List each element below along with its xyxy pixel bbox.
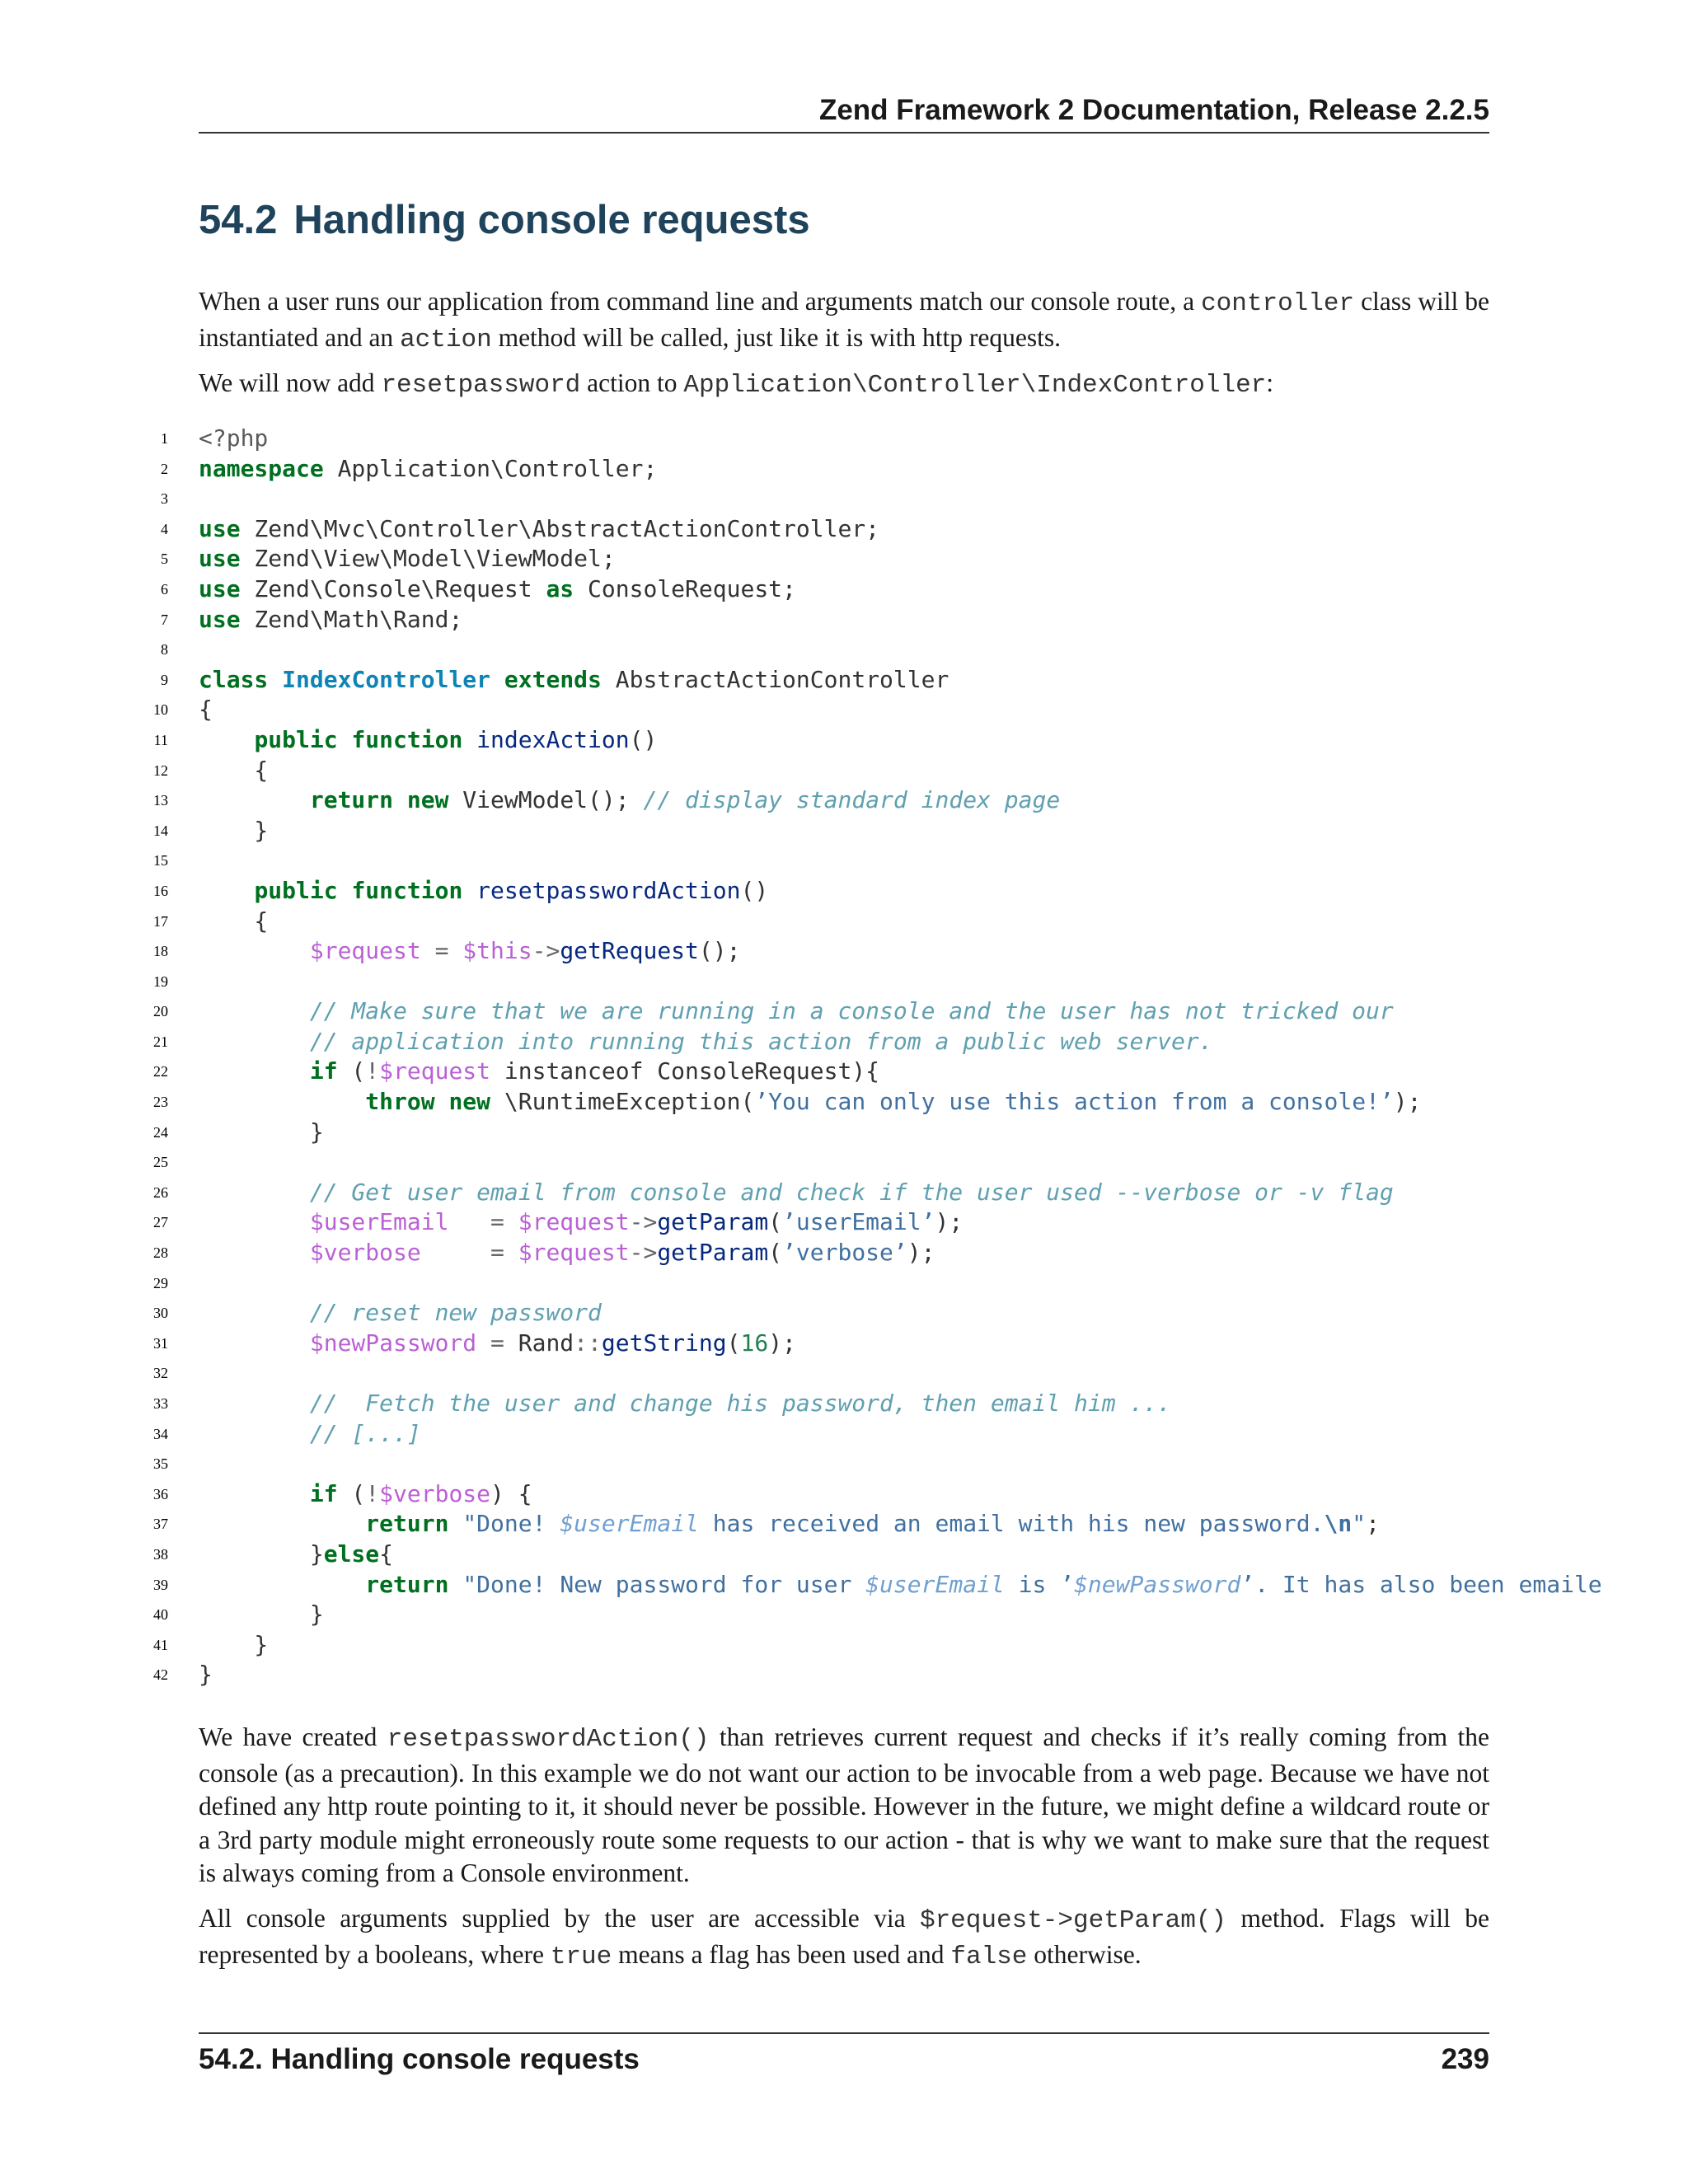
code-line (148, 1298, 1688, 1329)
comment: // Fetch the user and change his password, then email him ... (309, 1390, 1172, 1417)
footer-section: 54.2. Handling console requests (199, 2043, 640, 2075)
code-text: ( (726, 1329, 741, 1357)
keyword: public (254, 876, 338, 904)
text: class will be instantiated and an (199, 287, 1489, 352)
code-line (148, 1118, 1688, 1148)
code-line (148, 1147, 1688, 1178)
keyword: new (448, 1088, 491, 1116)
line-number: 5 (161, 551, 168, 568)
keyword: new (406, 786, 449, 814)
keyword: extends (504, 665, 602, 693)
string: is ’ (1004, 1570, 1075, 1598)
function-name: getRequest (560, 937, 699, 965)
code-line (148, 544, 1688, 574)
code-text: { (199, 696, 213, 724)
code-text (199, 1028, 310, 1055)
line-number: 22 (153, 1063, 168, 1080)
string: ’userEmail’ (782, 1208, 935, 1236)
comment: // Get user email from console and check if the user used --verbose or -v flag (309, 1178, 1394, 1206)
code-text: ConsoleRequest; (574, 574, 796, 602)
section-number: 54.2 (199, 198, 278, 242)
operator: -> (629, 1208, 658, 1236)
variable: $request (518, 1239, 630, 1267)
code-line (148, 996, 1688, 1027)
line-number: 23 (153, 1094, 168, 1111)
function-name: indexAction (476, 725, 630, 753)
line-number: 13 (153, 792, 168, 809)
text: All console arguments supplied by the user are accessible via (199, 1904, 920, 1933)
interpolated-variable: $userEmail (560, 1510, 699, 1538)
inline-code: action (400, 325, 492, 354)
code-text: Application\Controller; (323, 454, 658, 482)
line-number: 27 (153, 1214, 168, 1231)
code-line (148, 635, 1688, 665)
operator: = (490, 1208, 504, 1236)
code-text (504, 1239, 518, 1266)
text: method. Flags will be represented by a booleans, where (199, 1904, 1489, 1969)
code-text (338, 726, 352, 753)
line-number: 14 (153, 822, 168, 839)
interpolated-variable: $userEmail (865, 1570, 1005, 1598)
code-text: ); (768, 1329, 796, 1357)
text: otherwise. (1027, 1939, 1142, 1969)
code-line (148, 1087, 1688, 1118)
inline-code: Application\Controller\IndexController (683, 371, 1267, 400)
line-number: 21 (153, 1033, 168, 1050)
line-number: 4 (161, 520, 168, 537)
code-text: \RuntimeException( (490, 1088, 755, 1116)
code-text (448, 1571, 462, 1598)
code-line (148, 1449, 1688, 1479)
code-text (421, 1239, 490, 1266)
line-number: 3 (161, 490, 168, 508)
code-text: ( (337, 1479, 366, 1507)
line-number: 41 (153, 1636, 168, 1653)
code-line (148, 1600, 1688, 1630)
code-text (448, 1510, 462, 1537)
string: ’verbose’ (782, 1239, 907, 1267)
code-text (199, 1571, 365, 1598)
keyword: use (199, 514, 241, 542)
line-number: 2 (161, 460, 168, 477)
text: : (1266, 368, 1274, 397)
page-number: 239 (1441, 2043, 1489, 2075)
code-line (148, 1540, 1688, 1570)
line-number: 25 (153, 1154, 168, 1171)
text: When a user runs our application from command line and arguments match our console route, a (199, 287, 1202, 316)
text: than retrieves current request and checks if it’s really coming from the console (as a precaution). In this example we do not want our action to be invocable from a web page. Because we have not defined any http route pointing to it, it should never be possible. However in the future, we might define a wildcard route or a 3rd party module might erroneously route some requests to our action - that is why we want to make sure that the request is always coming from a Console environment. (199, 1722, 1489, 1887)
code-line (148, 756, 1688, 786)
code-text: Zend\Console\Request (240, 574, 546, 602)
line-number: 26 (153, 1183, 168, 1201)
code-text: ); (935, 1208, 964, 1236)
line-number: 37 (153, 1516, 168, 1533)
code-text: ); (1393, 1088, 1422, 1116)
code-line (148, 665, 1688, 696)
line-number: 35 (153, 1455, 168, 1473)
class-name: IndexController (282, 665, 491, 693)
function-name: resetpasswordAction (476, 876, 741, 904)
code-text: { (199, 907, 269, 935)
code-line (148, 725, 1688, 756)
comment: // [...] (309, 1419, 421, 1447)
string: has received an email with his new password. (698, 1510, 1325, 1538)
code-listing (148, 424, 1688, 1693)
code-text (199, 1239, 310, 1266)
code-line (148, 1570, 1688, 1601)
code-text: { (379, 1540, 394, 1568)
line-number: 30 (153, 1305, 168, 1322)
line-number: 20 (153, 1003, 168, 1020)
line-number: 19 (153, 972, 168, 990)
code-text (462, 877, 476, 904)
keyword: if (309, 1479, 338, 1507)
variable: $this (462, 937, 532, 965)
function-name: getParam (657, 1208, 769, 1236)
line-number: 38 (153, 1545, 168, 1563)
code-line (148, 454, 1688, 485)
keyword: use (199, 605, 241, 633)
code-text: ) { (490, 1479, 532, 1507)
line-number: 7 (161, 611, 168, 628)
keyword: return (309, 786, 394, 814)
php-open-tag: <?php (199, 424, 269, 452)
code-line (148, 816, 1688, 846)
running-header (199, 89, 1489, 134)
code-line (148, 1268, 1688, 1299)
code-text (199, 1420, 310, 1447)
code-text (199, 1179, 310, 1206)
code-text: () (740, 876, 769, 904)
keyword: return (365, 1510, 449, 1538)
code-line (148, 846, 1688, 876)
code-line (148, 1660, 1688, 1690)
code-text (199, 877, 254, 904)
variable: $newPassword (309, 1329, 477, 1357)
running-footer (199, 2032, 1489, 2083)
line-number: 1 (161, 430, 168, 447)
variable: $verbose (379, 1479, 491, 1507)
function-name: getParam (657, 1239, 769, 1267)
operator: = (490, 1329, 504, 1357)
operator: :: (574, 1329, 602, 1357)
code-text (421, 937, 435, 964)
code-text (199, 1299, 310, 1326)
inline-code: resetpasswordAction() (387, 1725, 710, 1754)
line-number: 28 (153, 1244, 168, 1262)
arguments-paragraph (199, 1902, 1489, 1974)
section-title (199, 191, 810, 249)
code-text (199, 1208, 310, 1235)
header-title: Zend Framework 2 Documentation, Release 2.2.5 (818, 94, 1489, 126)
code-line (148, 484, 1688, 514)
code-text (199, 1088, 365, 1115)
code-line (148, 1479, 1688, 1510)
code-text (462, 726, 476, 753)
comment: // display standard index page (643, 786, 1061, 814)
code-line (148, 424, 1688, 454)
line-number: 15 (153, 852, 168, 869)
line-number: 10 (153, 701, 168, 719)
variable: $verbose (309, 1239, 421, 1267)
code-text: { (199, 756, 269, 784)
inline-code: false (950, 1942, 1028, 1971)
code-text (199, 1480, 310, 1507)
text: means a flag has been used and (612, 1939, 951, 1969)
code-text: ViewModel(); (448, 786, 644, 814)
keyword: else (323, 1540, 380, 1568)
code-line (148, 605, 1688, 635)
code-text: ; (1366, 1510, 1380, 1538)
code-line (148, 1358, 1688, 1389)
code-line (148, 574, 1688, 605)
code-text (268, 666, 282, 693)
code-line (148, 1057, 1688, 1087)
inline-code: controller (1201, 289, 1355, 318)
operator: = (434, 937, 449, 965)
code-line (148, 936, 1688, 967)
code-text (199, 1510, 365, 1537)
code-text (504, 1208, 518, 1235)
text: We have created (199, 1722, 387, 1751)
code-text: } (199, 1118, 324, 1146)
line-number: 32 (153, 1365, 168, 1382)
code-line (148, 1389, 1688, 1419)
string: "Done! New password for user (462, 1570, 866, 1598)
variable: $userEmail (309, 1208, 449, 1236)
code-text: ); (907, 1239, 935, 1267)
interpolated-variable: $newPassword (1074, 1570, 1241, 1598)
code-text (435, 1088, 449, 1115)
code-text: ( (768, 1239, 783, 1267)
code-text: ( (337, 1057, 366, 1085)
action-intro-paragraph (199, 367, 1489, 403)
code-text: Rand (504, 1329, 574, 1357)
line-number: 12 (153, 762, 168, 779)
code-line (148, 1419, 1688, 1450)
code-line (148, 1509, 1688, 1540)
line-number: 36 (153, 1485, 168, 1502)
inline-code: resetpassword (381, 371, 581, 400)
code-text (393, 786, 407, 813)
number: 16 (740, 1329, 769, 1357)
keyword: return (365, 1570, 449, 1598)
code-text (338, 877, 352, 904)
comment: // application into running this action from a public web server. (309, 1027, 1213, 1055)
code-text (199, 1057, 310, 1085)
code-line (148, 1207, 1688, 1238)
explanation-paragraph (199, 1721, 1489, 1891)
code-text (476, 1329, 490, 1357)
code-line (148, 907, 1688, 937)
line-number: 18 (153, 943, 168, 960)
keyword: use (199, 545, 241, 573)
code-text: } (199, 1540, 324, 1568)
text: method will be called, just like it is with http requests. (491, 322, 1061, 352)
code-line (148, 1178, 1688, 1208)
code-line (148, 876, 1688, 907)
text: We will now add (199, 368, 382, 397)
inline-code: true (550, 1942, 612, 1971)
operator: ! (365, 1057, 380, 1085)
code-line (148, 1027, 1688, 1057)
variable: $request (518, 1208, 630, 1236)
code-text: ( (768, 1208, 783, 1236)
keyword: public (254, 725, 338, 753)
code-text (199, 726, 254, 753)
variable: $request (379, 1057, 491, 1085)
variable: $request (309, 937, 421, 965)
operator: = (490, 1239, 504, 1267)
code-line (148, 1238, 1688, 1268)
code-line (148, 1329, 1688, 1359)
line-number: 11 (153, 731, 168, 748)
operator: -> (532, 937, 560, 965)
function-name: getString (601, 1329, 727, 1357)
code-text (448, 1208, 490, 1235)
keyword: as (546, 574, 574, 602)
operator: -> (629, 1239, 658, 1267)
escape-sequence: \n (1324, 1510, 1353, 1538)
intro-paragraph (199, 285, 1489, 357)
code-line (148, 967, 1688, 997)
code-text (199, 1329, 310, 1357)
string: "Done! (462, 1510, 560, 1538)
code-text: AbstractActionController (601, 665, 950, 693)
code-text (199, 937, 310, 964)
line-number: 17 (153, 912, 168, 930)
keyword: use (199, 574, 241, 602)
code-text: () (629, 725, 658, 753)
keyword: function (351, 876, 463, 904)
string: " (1352, 1510, 1367, 1538)
section-heading-text: Handling console requests (293, 198, 810, 242)
code-text: Zend\Math\Rand; (240, 605, 463, 633)
code-text: Zend\Mvc\Controller\AbstractActionController; (240, 514, 880, 542)
line-number: 6 (161, 580, 168, 598)
code-text: instanceof ConsoleRequest){ (490, 1057, 880, 1085)
code-text: (); (698, 937, 741, 965)
code-text (199, 997, 310, 1024)
line-number: 9 (161, 671, 168, 688)
code-text (448, 937, 462, 964)
code-text: } (199, 1601, 324, 1629)
keyword: throw (365, 1088, 435, 1116)
line-number: 40 (153, 1606, 168, 1624)
code-text: Zend\View\Model\ViewModel; (240, 545, 616, 573)
keyword: if (309, 1057, 338, 1085)
comment: // Make sure that we are running in a console and the user has not tricked our (309, 997, 1394, 1025)
code-text: } (199, 1661, 213, 1689)
code-text: } (199, 816, 269, 844)
text: action to (580, 368, 684, 397)
line-number: 29 (153, 1274, 168, 1291)
string: ’You can only use this action from a console!’ (754, 1088, 1394, 1116)
string: ’. It has also been emaile (1240, 1570, 1602, 1598)
keyword: namespace (199, 454, 324, 482)
line-number: 8 (161, 641, 168, 658)
line-number: 39 (153, 1576, 168, 1593)
line-number: 34 (153, 1425, 168, 1442)
line-number: 24 (153, 1123, 168, 1141)
line-number: 33 (153, 1395, 168, 1412)
code-line (148, 1630, 1688, 1661)
code-line (148, 785, 1688, 816)
operator: ! (365, 1479, 380, 1507)
line-number: 31 (153, 1334, 168, 1352)
keyword: class (199, 665, 269, 693)
code-text: } (199, 1630, 269, 1658)
comment: // reset new password (309, 1299, 602, 1327)
code-text (490, 666, 504, 693)
keyword: function (351, 725, 463, 753)
code-text (199, 786, 310, 813)
line-number: 16 (153, 882, 168, 899)
line-number: 42 (153, 1666, 168, 1684)
code-text (199, 1390, 310, 1417)
inline-code: $request->getParam() (919, 1906, 1227, 1935)
code-line (148, 514, 1688, 545)
code-line (148, 695, 1688, 725)
